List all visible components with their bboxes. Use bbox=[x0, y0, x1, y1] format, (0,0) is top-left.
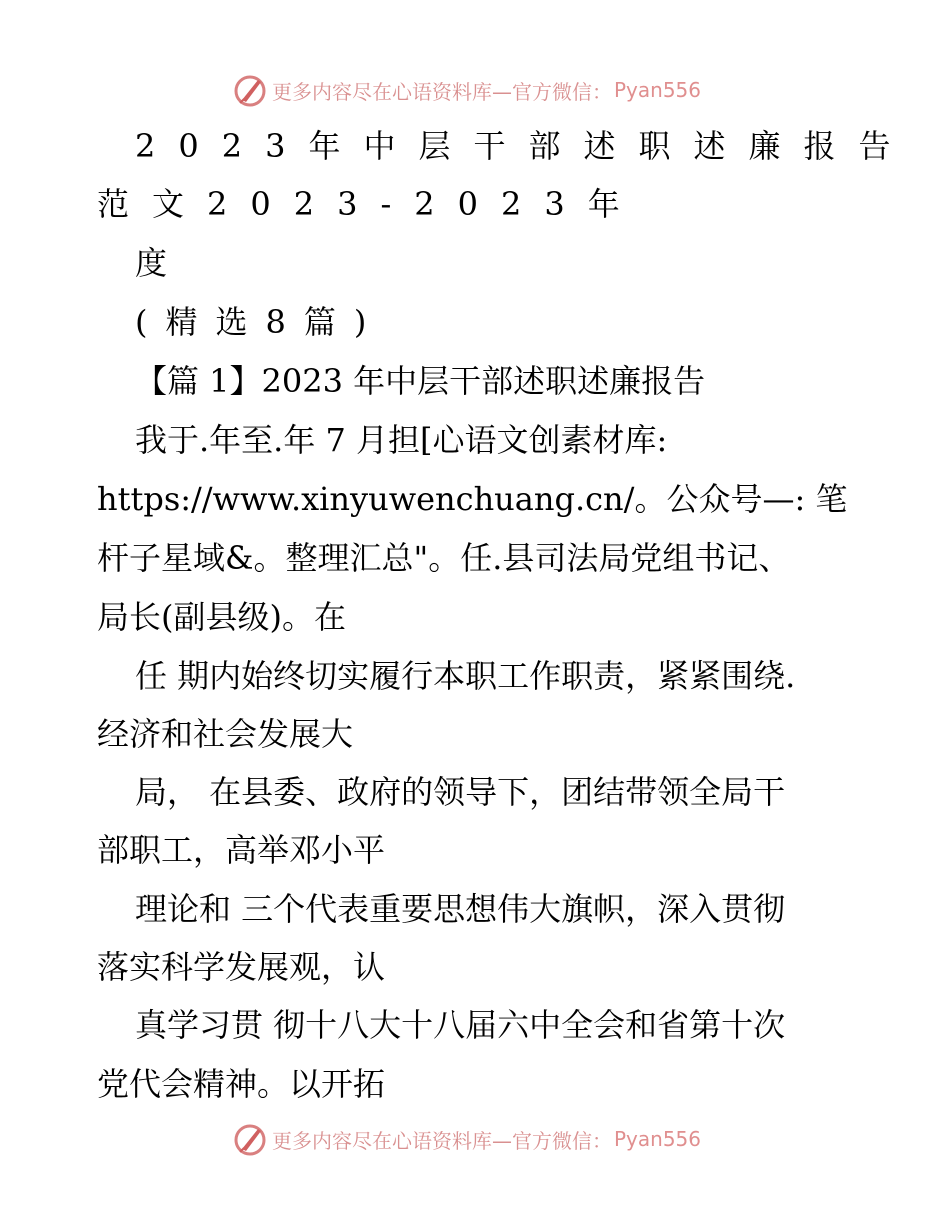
paragraph-line: 部职工，高举邓小平 bbox=[97, 831, 386, 869]
doc-title-line-1: 2023年中层干部述职述廉报告 bbox=[135, 127, 914, 165]
header-watermark bbox=[232, 72, 701, 108]
paragraph-line: 落实科学发展观，认 bbox=[97, 948, 386, 986]
footer-watermark bbox=[232, 1121, 701, 1157]
quill-logo-icon bbox=[232, 1121, 268, 1157]
watermark-account: Pyan556 bbox=[614, 78, 702, 102]
watermark-text: 更多内容尽在心语资料库—官方微信： bbox=[272, 1128, 612, 1153]
paragraph-line: 局长(副县级)。在 bbox=[97, 598, 346, 636]
watermark-text: 更多内容尽在心语资料库—官方微信： bbox=[272, 79, 612, 104]
paragraph-line: 我于.年至.年 7 月担[心语文创素材库: bbox=[135, 421, 668, 459]
paragraph-line: 局， 在县委、政府的领导下，团结带领全局干 bbox=[135, 773, 786, 811]
doc-title-line-2: 范文2023-2023年 bbox=[97, 185, 643, 223]
paragraph-line: 任 期内始终切实履行本职工作职责，紧紧围绕. bbox=[135, 657, 796, 695]
doc-title-line-3: 度 bbox=[135, 244, 168, 282]
paragraph-line: 经济和社会发展大 bbox=[97, 715, 354, 753]
watermark-account: Pyan556 bbox=[614, 1127, 702, 1151]
paragraph-line: 理论和 三个代表重要思想伟大旗帜，深入贯彻 bbox=[135, 890, 786, 928]
quill-logo-icon bbox=[232, 72, 268, 108]
section-heading: 【篇 1】2023 年中层干部述职述廉报告 bbox=[135, 362, 706, 400]
paragraph-line: 党代会精神。以开拓 bbox=[97, 1065, 386, 1103]
paragraph-line: 杆子星域&。整理汇总"。任.县司法局党组书记、 bbox=[97, 539, 791, 577]
paragraph-line: 真学习贯 彻十八大十八届六中全会和省第十次 bbox=[135, 1006, 786, 1044]
doc-subtitle: (精选8篇) bbox=[135, 303, 385, 341]
paragraph-line: https://www.xinyuwenchuang.cn/。公众号—: 笔 bbox=[97, 480, 848, 518]
